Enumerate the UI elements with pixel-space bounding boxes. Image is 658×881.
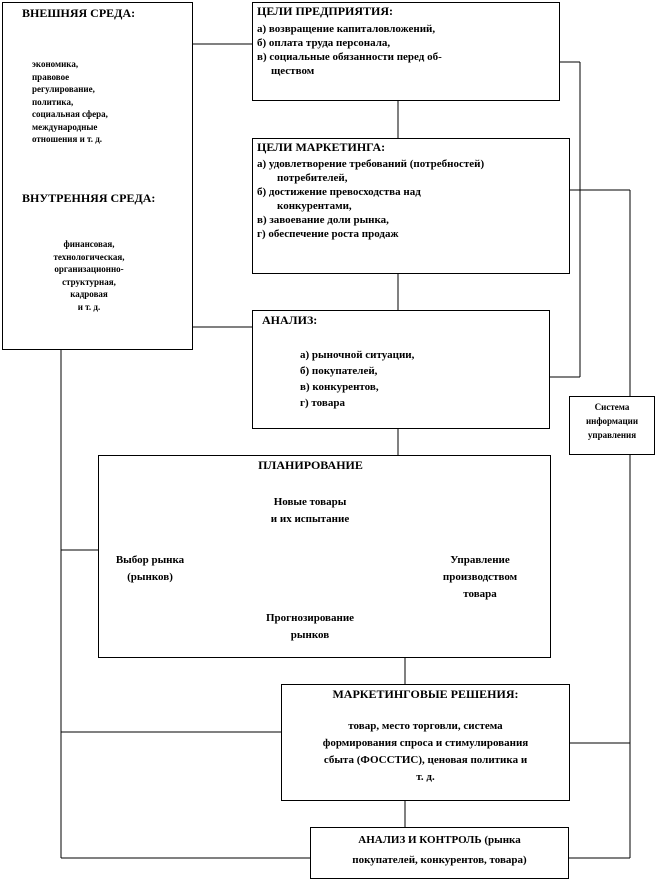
env-item: международные <box>32 121 98 132</box>
control-line: АНАЛИЗ И КОНТРОЛЬ (рынка <box>358 834 521 846</box>
env-item: регулирование, <box>32 84 95 94</box>
planning-top-line: и их испытание <box>270 513 350 525</box>
marketing-item: б) достижение превосходства над <box>257 186 421 198</box>
planning-market-choice <box>100 552 200 586</box>
decision-line: формирования спроса и стимулирования <box>322 737 529 749</box>
marketing-item: в) завоевание доли рынка, <box>257 214 389 226</box>
mis-line: Система <box>594 402 630 412</box>
env-item: политика, <box>32 96 74 107</box>
company-goals-list <box>257 22 442 78</box>
analysis-item: б) покупателей, <box>300 365 378 377</box>
planning-right-line: Управление <box>450 554 510 566</box>
planning-title: ПЛАНИРОВАНИЕ <box>258 458 363 472</box>
marketing-item: конкурентами, <box>277 200 352 212</box>
planning-left-line: (рынков) <box>127 571 173 583</box>
mis-line: управления <box>587 430 637 440</box>
internal-item: кадровая <box>70 289 108 299</box>
analysis-item: в) конкурентов, <box>300 381 379 393</box>
internal-item: структурная, <box>62 276 116 287</box>
analysis-item: г) товара <box>300 397 345 409</box>
mis-label <box>569 400 655 442</box>
planning-production-management <box>410 552 550 603</box>
decision-line: сбыта (ФОССТИС), ценовая политика и <box>323 754 528 766</box>
analysis-control-label <box>310 830 569 870</box>
marketing-item: а) удовлетворение требований (потребностей) <box>257 158 485 170</box>
internal-item: и т. д. <box>77 301 101 312</box>
env-item: социальная сфера, <box>32 109 108 119</box>
env-item: отношения и т. д. <box>32 134 103 144</box>
marketing-decisions-title: МАРКЕТИНГОВЫЕ РЕШЕНИЯ: <box>332 687 519 701</box>
decision-line: товар, место торговли, система <box>348 720 503 732</box>
mis-line: информации <box>585 416 639 426</box>
goal-item: б) оплата труда персонала, <box>257 37 391 49</box>
planning-top-line: Новые товары <box>273 496 347 508</box>
goal-item: а) возвращение капиталовложений, <box>257 23 436 35</box>
internal-item: технологическая, <box>53 251 125 262</box>
company-goals-title: ЦЕЛИ ПРЕДПРИЯТИЯ: <box>257 4 394 18</box>
analysis-list <box>300 347 414 411</box>
marketing-goals-title: ЦЕЛИ МАРКЕТИНГА: <box>257 140 386 154</box>
goal-item: ществом <box>271 65 315 77</box>
control-line: покупателей, конкурентов, товара) <box>352 854 527 866</box>
internal-env-title: ВНУТРЕННЯЯ СРЕДА: <box>22 191 156 205</box>
goal-item: в) социальные обязанности перед об- <box>257 51 442 63</box>
external-env-title: ВНЕШНЯЯ СРЕДА: <box>22 6 136 20</box>
analysis-title: АНАЛИЗ: <box>262 313 318 327</box>
env-item: экономика, <box>32 59 79 69</box>
planning-new-products <box>240 494 380 528</box>
planning-right-line: товара <box>463 588 497 600</box>
internal-item: финансовая, <box>63 239 115 249</box>
planning-right-line: производством <box>442 571 518 583</box>
planning-left-line: Выбор рынка <box>115 554 185 566</box>
marketing-item: г) обеспечение роста продаж <box>257 228 399 240</box>
internal-item: организационно- <box>54 264 124 274</box>
planning-forecasting <box>240 610 380 644</box>
marketing-item: потребителей, <box>277 172 348 184</box>
marketing-goals-list <box>257 157 484 241</box>
decision-line: т. д. <box>416 771 435 783</box>
planning-bottom-line: рынков <box>290 629 330 641</box>
planning-bottom-line: Прогнозирование <box>265 612 355 624</box>
external-env-list <box>32 58 108 146</box>
internal-env-list <box>30 238 148 313</box>
analysis-item: а) рыночной ситуации, <box>300 349 415 361</box>
env-item: правовое <box>32 71 70 82</box>
marketing-decisions-list <box>281 718 570 786</box>
